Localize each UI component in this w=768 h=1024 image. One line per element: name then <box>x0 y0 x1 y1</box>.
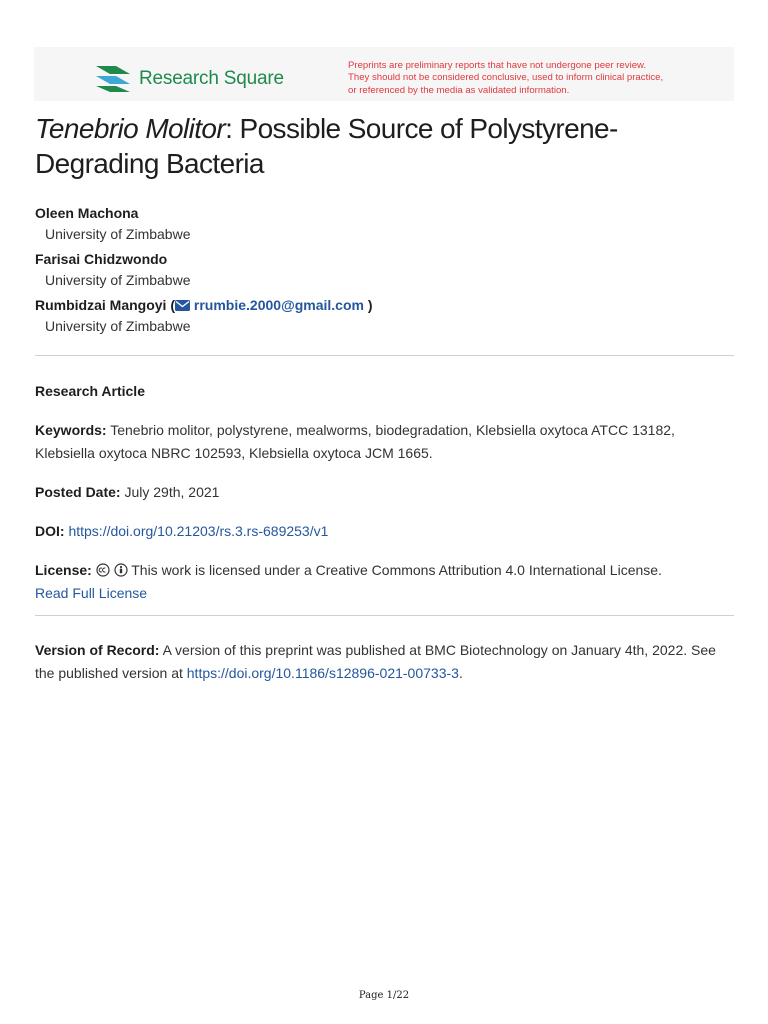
published-version-link[interactable]: https://doi.org/10.1186/s12896-021-00733-3 <box>186 665 459 681</box>
author-email-link[interactable] <box>175 297 364 313</box>
title-italic: Tenebrio Molitor <box>35 113 226 144</box>
paper-title <box>35 111 725 181</box>
preprint-disclaimer <box>348 60 728 97</box>
doi-link[interactable]: https://doi.org/10.21203/rs.3.rs-689253/v1 <box>68 523 329 539</box>
read-full-license-link[interactable]: Read Full License <box>35 585 148 601</box>
license-text: This work is licensed under a Creative Commons Attribution 4.0 International License. <box>131 562 662 578</box>
page-number: Page 1/22 <box>358 990 410 1001</box>
author <box>35 248 735 294</box>
creative-commons-icon <box>96 563 110 577</box>
keywords <box>35 419 735 465</box>
disclaimer-line: or referenced by the media as validated information. <box>348 84 570 96</box>
disclaimer-line: Preprints are preliminary reports that have not undergone peer review. <box>348 60 647 71</box>
posted-date <box>35 481 735 504</box>
author-name: Farisai Chidzwondo <box>35 251 168 267</box>
article-type <box>35 380 735 403</box>
envelope-icon <box>175 300 190 311</box>
posted-date-label: Posted Date: <box>35 484 121 500</box>
keywords-text: Tenebrio molitor, polystyrene, mealworms, biodegradation, Klebsiella oxytoca ATCC 13182, Klebsiella oxytoca NBRC 102593, Klebsiella oxytoca JCM 1665. <box>35 422 675 461</box>
author <box>35 202 735 248</box>
author-name: Oleen Machona <box>35 205 139 221</box>
version-of-record-text: A version of this preprint was published at BMC Biotechnology on January 4th, 2022. See the published version at <box>35 642 716 681</box>
author-email: rrumbie.2000@gmail.com <box>193 297 364 313</box>
author-affiliation: University of Zimbabwe <box>45 272 191 288</box>
author-name: Rumbidzai Mangoyi ( rrumbie.2000@gmail.com ) <box>35 297 373 313</box>
attribution-icon <box>114 563 128 577</box>
author-affiliation: University of Zimbabwe <box>45 318 191 334</box>
disclaimer-line: They should not be considered conclusive, used to inform clinical practice, <box>348 72 664 84</box>
version-of-record-label: Version of Record: <box>35 642 160 658</box>
license-label: License: <box>35 562 92 578</box>
research-square-logo-icon <box>94 64 132 94</box>
author-list <box>35 202 735 340</box>
version-of-record-end: . <box>458 665 463 681</box>
divider <box>35 355 734 356</box>
license <box>35 559 735 605</box>
title-rest: : Possible Source of Polystyrene-Degrading Bacteria <box>35 113 618 179</box>
doi <box>35 520 735 543</box>
author <box>35 294 735 340</box>
article-type-text: Research Article <box>35 383 145 399</box>
author-name-text: Rumbidzai Mangoyi <box>35 297 167 313</box>
keywords-label: Keywords: <box>35 422 107 438</box>
divider <box>35 615 734 616</box>
version-of-record <box>35 639 735 685</box>
author-affiliation: University of Zimbabwe <box>45 226 191 242</box>
posted-date-value: July 29th, 2021 <box>124 484 220 500</box>
brand-name: Research Square <box>139 68 284 89</box>
doi-label: DOI: <box>35 523 65 539</box>
research-square-logo[interactable] <box>94 64 284 94</box>
